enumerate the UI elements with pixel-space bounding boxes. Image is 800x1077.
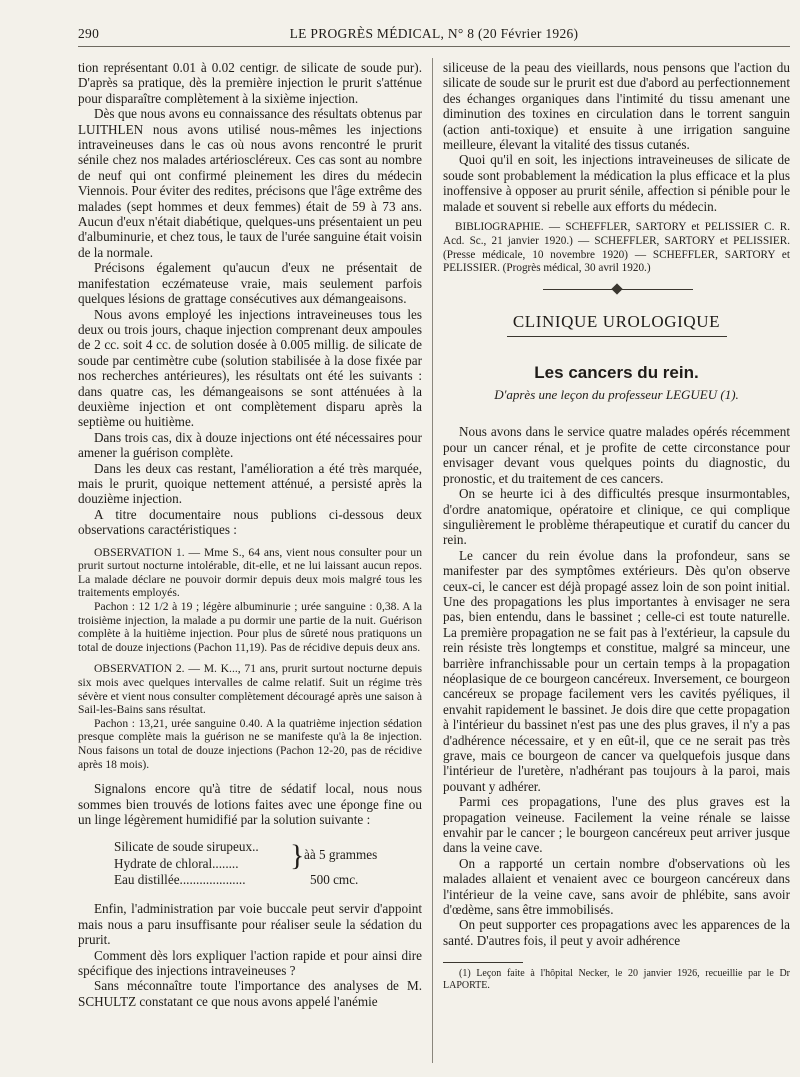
paragraph: siliceuse de la peau des vieillards, nous pensons que l'action du silicate de soude sur le prurit est due d'abord au perfectionnement des échanges organiques dans l'intimité du tissu amenant une diminution des toxines en circulation dans le torrent sanguin (action anti-toxique) et ensuite à une irrigation sanguine meilleure, élevant la vitalité des tissus cutanés. bbox=[443, 60, 790, 153]
paragraph: Sans méconnaître toute l'importance des analyses de M. SCHULTZ constatant ce que nous avons appelé l'anémie bbox=[78, 978, 422, 1009]
paragraph: Parmi ces propagations, l'une des plus graves est la propagation veineuse. Facilement la veine rénale se laisse envahir par le cancer ; le bourgeon cancéreux peut arriver jusque dans la veine cave. bbox=[443, 794, 790, 856]
bibliography: BIBLIOGRAPHIE. — SCHEFFLER, SARTORY et PELISSIER C. R. Acd. Sc., 21 janvier 1920.) — SCHEFFLER, SARTORY et PELISSIER. (Presse médicale, 10 novembre 1920) — SCHEFFLER, SARTORY et PELISSIER. (Progrès médical, 30 avril 1920.) bbox=[443, 221, 790, 275]
footnote-rule bbox=[443, 962, 523, 963]
observation-1: OBSERVATION 1. — Mme S., 64 ans, vient nous consulter pour un prurit surtout nocturne intolérable, dit-elle, et ne lui laissant aucun repos. La malade déclare ne pouvoir dormir depuis deux mois malgré tous les traitements employés. bbox=[78, 545, 422, 600]
formula-line: Eau distillée.................... bbox=[114, 872, 246, 888]
right-column bbox=[443, 60, 790, 992]
observation-1-details: Pachon : 12 1/2 à 19 ; légère albuminurie ; urée sanguine : 0,38. A la troisième injection, la malade a pu dormir une partie de la nuit. Guérison complète à la huitième injection. Pour plus de sûreté nous pratiquons un total de douze injections (Pachon 11,19). Pas de récidive depuis deux ans. bbox=[78, 599, 422, 654]
ornament-diamond bbox=[611, 284, 622, 295]
page-number: 290 bbox=[78, 26, 100, 41]
paragraph: Précisons également qu'aucun d'eux ne présentait de manifestation eczémateuse vraie, mais seulement parfois quelques lésions de grattage consécutives aux démangeaisons. bbox=[78, 260, 422, 307]
formula-brace: } bbox=[290, 839, 305, 873]
formula-line: Hydrate de chloral........ bbox=[114, 855, 239, 871]
paragraph: On se heurte ici à des difficultés presque insurmontables, d'ordre anatomique, opératoire et clinique, ce qui complique singulièrement le problème thérapeutique et curatif du cancer du rein. bbox=[443, 486, 790, 548]
formula-quantity: àà 5 grammes bbox=[304, 847, 378, 863]
observation-2: OBSERVATION 2. — M. K..., 71 ans, prurit surtout nocturne depuis six mois avec quelques intervalles de calme relatif. Suit un régime très sévère et vient nous consulter complètement découragé après une saison à Sail-les-Bains sans résultat. bbox=[78, 662, 422, 717]
paragraph: Dès que nous avons eu connaissance des résultats obtenus par LUITHLEN nous avons utilisé nous-mêmes les injections intraveineuses dans le cas où nous avons rencontré le prurit sénile chez nos malades artérioscléreux. Ces cas sont au nombre de neuf qui ont confirmé pleinement les dires du médecin Viennois. Pour éviter des redites, précisons que l'âge extrême des malades (sept hommes et deux femmes) était de 59 à 73 ans. Aucun d'eux n'était diabétique, quelques-uns présentaient un peu d'albuminurie, et chez tous, le taux de l'urée sanguine était voisin de la normale. bbox=[78, 106, 422, 260]
paragraph: Nous avons employé les injections intraveineuses tous les deux ou trois jours, chaque injection comprenant deux ampoules de 2 cc. soit 4 cc. de solution dosée à 0.005 millig. de silicate de soude par centimètre cube (solution stabilisée à la dose fixée par nos recherches antérieures), les résultats ont été les suivants : dans quatre cas, les démangeaisons se sont atténuées à la deuxième injection et ont complètement disparu après la septième ou huitième. bbox=[78, 306, 422, 430]
formula-ingredients bbox=[114, 839, 259, 888]
paragraph: A titre documentaire nous publions ci-dessous deux observations caractéristiques : bbox=[78, 506, 422, 538]
paragraph: Enfin, l'administration par voie buccale peut servir d'appoint mais nous a paru insuffisante pour réaliser seule la sédation du prurit. bbox=[78, 901, 422, 948]
article-byline: D'après une leçon du professeur LEGUEU (1). bbox=[494, 387, 739, 403]
section-rule bbox=[507, 336, 727, 337]
formula-line: Silicate de soude sirupeux.. bbox=[114, 839, 259, 855]
header-rule bbox=[78, 46, 790, 47]
observation-2-details: Pachon : 13,21, urée sanguine 0.40. A la quatrième injection sédation presque complète mais la guérison ne se manifeste qu'à la 8e injection. Nous faisons un total de douze injections (Pachon 12-20, pas de récidive après 18 mois). bbox=[78, 716, 422, 771]
paragraph: Dans trois cas, dix à douze injections ont été nécessaires pour amener la guérison complète. bbox=[78, 429, 422, 461]
left-column bbox=[78, 60, 422, 1009]
section-title: CLINIQUE UROLOGIQUE bbox=[512, 312, 721, 332]
ornament-divider bbox=[443, 284, 790, 294]
page-header bbox=[78, 26, 790, 44]
formula bbox=[78, 839, 422, 889]
paragraph: On peut supporter ces propagations avec les apparences de la santé. D'autres fois, il peut y avoir adhérence bbox=[443, 917, 790, 948]
paragraph: Comment dès lors expliquer l'action rapide et pour ainsi dire spécifique des injections intraveineuses ? bbox=[78, 947, 422, 978]
formula-quantity: 500 cmc. bbox=[310, 872, 359, 888]
running-title: LE PROGRÈS MÉDICAL, N° 8 (20 Février 1926) bbox=[289, 26, 579, 41]
footnote: (1) Leçon faite à l'hôpital Necker, le 20 janvier 1926, recueillie par le Dr LAPORTE. bbox=[443, 968, 790, 992]
article-title: Les cancers du rein. bbox=[534, 362, 699, 382]
column-divider bbox=[432, 58, 433, 1063]
paragraph: Dans les deux cas restant, l'amélioration a été très marquée, mais le prurit, quoique nettement atténué, a persisté après la douzième injection. bbox=[78, 460, 422, 507]
paragraph: Signalons encore qu'à titre de sédatif local, nous nous sommes bien trouvés de lotions faites avec une éponge fine ou un linge légèrement humidifié par la solution suivante : bbox=[78, 781, 422, 827]
paragraph: Quoi qu'il en soit, les injections intraveineuses de silicate de soude sont probablement la médication la plus efficace et la plus inoffensive à opposer au prurit sénile, affection si pénible pour le malade et souvent si rebelle aux efforts du médecin. bbox=[443, 152, 790, 214]
paragraph: tion représentant 0.01 à 0.02 centigr. de silicate de soude pur). D'après sa pratique, dès la première injection le prurit s'atténue pour disparaître complètement à la sixième injection. bbox=[78, 60, 422, 106]
paragraph: Le cancer du rein évolue dans la profondeur, sans se manifester par des symptômes extérieurs. Dès qu'on observe ceux-ci, le cancer est déjà propagé assez loin de son point initial. Une des propagations les plus importantes à envisager ne sera pas, bien entendu, dans le bassinet ; celle-ci est toute naturelle. La première propagation ne se fait pas à l'extérieur, la capsule du rein résiste très longtemps et constitue, malgré sa minceur, une barrière infranchissable pour un certain temps à la propagation néoplasique de ce bourgeon cancéreux. Inversement, ce bourgeon cancéreux se propage facilement vers les cavités pyéliques, il envahit rapidement le bassinet. Je dois dire que cette propagation à l'intérieur du bassinet n'est pas une des plus graves, il n'y a pas d'adhérence nécessaire, et y en eût-il, que ce ne serait pas très grave, mais ce bourgeon de cancer va quelquefois jusque dans l'intérieur de l'uretère, n'adhérant pas toujours à la paroi, mais pouvant y adhérer. bbox=[443, 547, 790, 794]
paragraph: On a rapporté un certain nombre d'observations où les malades allaient et venaient avec ce bourgeon cancéreux dans l'intérieur de la veine cave, sans avoir de phlébite, sans avoir d'œdème, sans être immobilisés. bbox=[443, 855, 790, 918]
paragraph: Nous avons dans le service quatre malades opérés récemment pour un cancer rénal, et je profite de cette circonstance pour envisager devant vous quelques points du diagnostic, du pronostic, et du traitement de ces cancers. bbox=[443, 424, 790, 486]
